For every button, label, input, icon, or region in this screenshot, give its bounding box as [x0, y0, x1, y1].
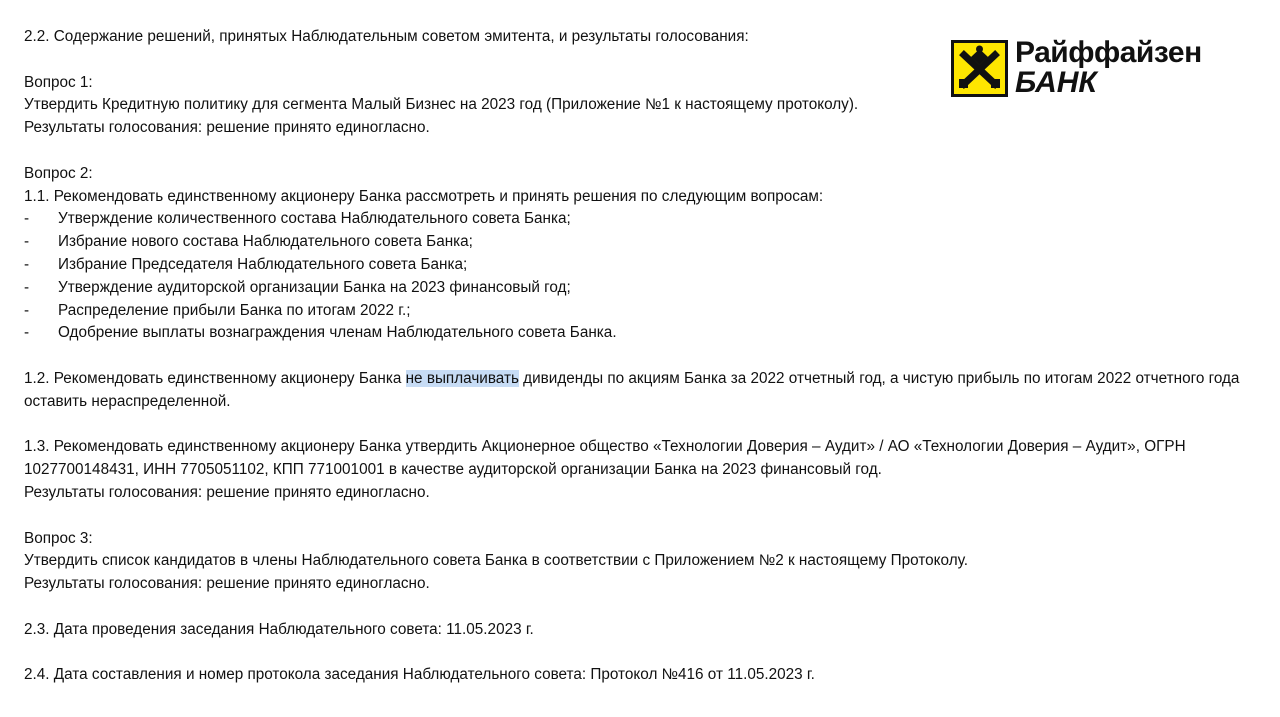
bullet-dash: -: [24, 255, 30, 273]
question-1-text: Утвердить Кредитную политику для сегмента Малый Бизнес на 2023 год (Приложение №1 к настоящему протоколу).: [24, 96, 859, 114]
logo-name-line2: БАНК: [1015, 66, 1097, 99]
bullet-dash: -: [24, 278, 30, 296]
item-1-3-line-1: 1.3. Рекомендовать единственному акционеру Банка утвердить Акционерное общество «Технологии Доверия – Аудит» / АО «Технологии Доверия – Аудит», ОГРН: [24, 438, 1186, 456]
question-3-title: Вопрос 3:: [24, 529, 93, 547]
question-3-text: Утвердить список кандидатов в члены Наблюдательного совета Банка в соответствии с Приложением №2 к настоящему Протоколу.: [24, 552, 969, 570]
bullet-dash: -: [24, 233, 30, 251]
bullet-text: Утверждение аудиторской организации Банка на 2023 финансовый год;: [58, 278, 571, 296]
spacer: [24, 596, 1264, 619]
bullet-item: [24, 322, 1264, 345]
item-1-3-line-2: 1027700148431, ИНН 7705051102, КПП 771001001 в качестве аудиторской организации Банка на 2023 финансовый год.: [24, 461, 882, 479]
section-heading: 2.2. Содержание решений, принятых Наблюдательным советом эмитента, и результаты голосования:: [24, 28, 749, 45]
spacer: [24, 345, 1264, 368]
spacer: [24, 505, 1264, 528]
logo-name-line1: Райффайзен: [1015, 36, 1202, 69]
spacer: [24, 414, 1264, 437]
item-2-3: 2.3. Дата проведения заседания Наблюдательного совета: 11.05.2023 г.: [24, 620, 534, 638]
question-1-result: Результаты голосования: решение принято единогласно.: [24, 119, 430, 137]
question-2-title: Вопрос 2:: [24, 164, 93, 182]
question-1-title: Вопрос 1:: [24, 73, 93, 91]
bullet-item: [24, 231, 1264, 254]
bullet-item: [24, 208, 1264, 231]
item-1-2-start: 1.2. Рекомендовать единственному акционеру Банка: [24, 369, 406, 387]
item-1-2-end: дивиденды по акциям Банка за 2022 отчетный год, а чистую прибыль по итогам 2022 отчетного года оставить нераспределенной.: [24, 369, 1244, 410]
selected-text-highlight[interactable]: не выплачивать: [405, 369, 519, 387]
bullet-item: [24, 277, 1264, 300]
spacer: [24, 49, 1264, 72]
spacer: [24, 140, 1264, 163]
question-2-result: Результаты голосования: решение принято единогласно.: [24, 483, 430, 501]
bullet-dash: -: [24, 324, 30, 342]
bullet-text: Избрание нового состава Наблюдательного совета Банка;: [58, 233, 473, 251]
bullet-text: Утверждение количественного состава Наблюдательного совета Банка;: [58, 210, 571, 228]
item-2-4: 2.4. Дата составления и номер протокола заседания Наблюдательного совета: Протокол №416 от 11.05.2023 г.: [24, 666, 815, 684]
question-3-result: Результаты голосования: решение принято единогласно.: [24, 575, 430, 593]
bullet-text: Избрание Председателя Наблюдательного совета Банка;: [58, 255, 468, 273]
bullet-item: [24, 254, 1264, 277]
spacer: [24, 642, 1264, 665]
bullet-text: Одобрение выплаты вознаграждения членам Наблюдательного совета Банка.: [58, 324, 617, 342]
document-body: [24, 26, 1264, 687]
bullet-dash: -: [24, 210, 30, 228]
bullet-item: [24, 300, 1264, 323]
bullet-dash: -: [24, 301, 30, 319]
bullet-text: Распределение прибыли Банка по итогам 2022 г.;: [58, 301, 411, 319]
item-1-1: 1.1. Рекомендовать единственному акционеру Банка рассмотреть и принять решения по следующим вопросам:: [24, 187, 824, 205]
item-1-2: [24, 368, 1264, 414]
